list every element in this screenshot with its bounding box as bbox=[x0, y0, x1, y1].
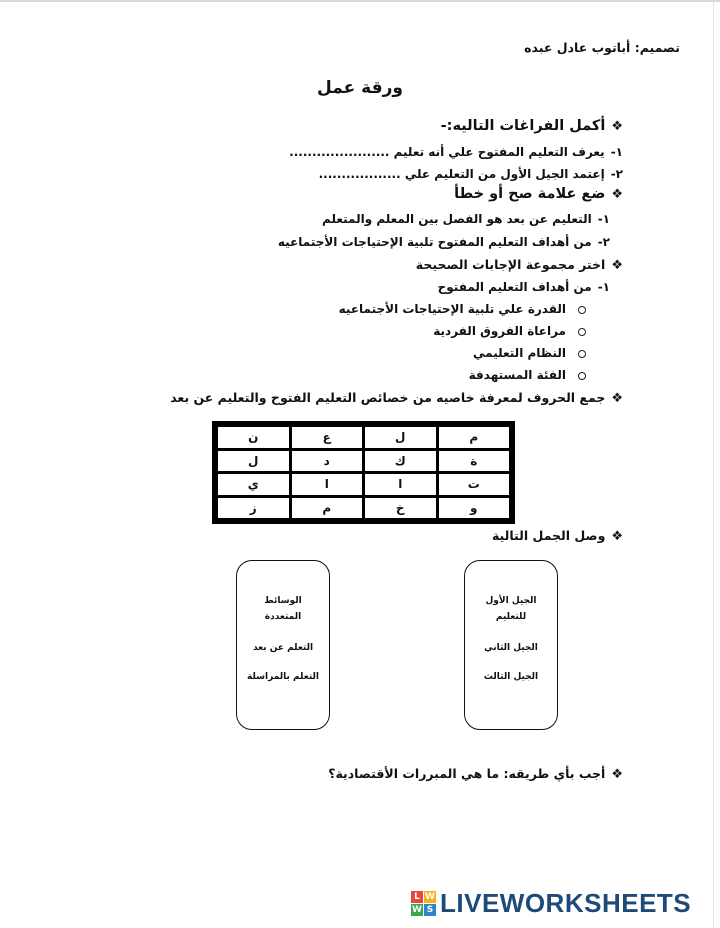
section1-item-1 bbox=[289, 145, 623, 159]
section3-question bbox=[438, 280, 610, 294]
logo-grid-cell: S bbox=[424, 904, 436, 916]
option-text: الفئة المستهدفة bbox=[468, 368, 566, 382]
letter-cell: ا bbox=[292, 474, 363, 495]
right-matching-box bbox=[464, 560, 558, 730]
logo-grid-icon bbox=[411, 891, 436, 916]
letter-cell: ن bbox=[218, 427, 289, 448]
item-number: ١- bbox=[610, 145, 623, 159]
section3-option-2[interactable] bbox=[433, 324, 586, 338]
question-text: من أهداف التعليم المفتوح bbox=[437, 280, 592, 294]
letters-grid bbox=[212, 421, 515, 524]
letter-cell: ك bbox=[365, 451, 436, 472]
section1-heading-text: أكمل الفراغات التاليه:- bbox=[440, 118, 606, 134]
item-number: ٢- bbox=[610, 167, 623, 181]
letter-cell: م bbox=[292, 498, 363, 519]
option-text: مراعاة الفروق الفردية bbox=[433, 324, 566, 338]
section2-item-1 bbox=[322, 212, 610, 226]
diamond-bullet-icon: ❖ bbox=[611, 119, 623, 134]
section5-heading-text: وصل الجمل التالية bbox=[491, 528, 606, 543]
logo-grid-cell: W bbox=[412, 904, 422, 915]
logo-text: LIVEWORKSHEETS bbox=[440, 887, 692, 918]
section1-item-2 bbox=[319, 167, 623, 181]
diamond-bullet-icon: ❖ bbox=[611, 391, 623, 406]
item-number: ١- bbox=[597, 280, 610, 294]
item-text: التعليم عن بعد هو الفصل بين المعلم والمتعلم bbox=[322, 212, 592, 226]
letter-cell: خ bbox=[365, 498, 436, 519]
section4-heading bbox=[170, 390, 623, 406]
section3-option-3[interactable] bbox=[473, 346, 586, 360]
diamond-bullet-icon: ❖ bbox=[611, 187, 623, 202]
section3-heading bbox=[416, 257, 623, 273]
section1-heading bbox=[441, 118, 623, 134]
item-text: إعتمد الجيل الأول من التعليم علي .................. bbox=[318, 167, 605, 181]
page-title: ورقة عمل bbox=[317, 78, 403, 98]
item-text: يعرف التعليم المفتوح علي أنه تعليم ...................... bbox=[289, 145, 605, 159]
section3-option-4[interactable] bbox=[469, 368, 586, 382]
letter-cell: ل bbox=[218, 451, 289, 472]
section5-heading bbox=[492, 528, 623, 544]
letter-cell: و bbox=[439, 498, 510, 519]
radio-circle-icon bbox=[578, 328, 586, 336]
match-item[interactable]: الوسائط bbox=[264, 596, 302, 606]
match-item[interactable]: التعلم بالمراسلة bbox=[247, 672, 319, 682]
match-item[interactable]: للتعليم bbox=[495, 612, 527, 622]
match-item[interactable]: المتعددة bbox=[264, 612, 302, 622]
section6-heading-text: أجب بأي طريقه: ما هي المبررات الأقتصادية؟ bbox=[328, 766, 606, 781]
item-number: ٢- bbox=[597, 235, 610, 249]
match-item[interactable]: الجيل الثاني bbox=[484, 643, 538, 653]
diamond-bullet-icon: ❖ bbox=[611, 767, 623, 782]
page-right-edge bbox=[713, 0, 714, 928]
section2-heading bbox=[454, 186, 623, 202]
radio-circle-icon bbox=[578, 350, 586, 358]
letter-cell: ع bbox=[292, 427, 363, 448]
author-line: تصميم: أباتوب عادل عبده bbox=[524, 40, 680, 55]
letter-cell: ل bbox=[365, 427, 436, 448]
option-text: القدرة علي تلبية الإحتياجات الأجتماعيه bbox=[338, 302, 566, 316]
section3-option-1[interactable] bbox=[339, 302, 586, 316]
left-matching-box bbox=[236, 560, 330, 730]
liveworksheets-logo bbox=[411, 888, 691, 918]
section2-item-2 bbox=[278, 235, 610, 249]
option-text: النظام التعليمي bbox=[473, 346, 566, 360]
radio-circle-icon bbox=[578, 372, 586, 380]
section2-heading-text: ضع علامة صح أو خطأ bbox=[454, 186, 606, 202]
letter-cell: ي bbox=[218, 474, 289, 495]
match-item[interactable]: الجيل الثالث bbox=[483, 672, 539, 682]
letter-cell: ا bbox=[365, 474, 436, 495]
letter-cell: د bbox=[292, 451, 363, 472]
letter-cell: ز bbox=[218, 498, 289, 519]
radio-circle-icon bbox=[578, 306, 586, 314]
section6-heading bbox=[328, 766, 623, 782]
item-text: من أهداف التعليم المفتوح تلبية الإحتياجات الأجتماعيه bbox=[277, 235, 592, 249]
page-top-edge bbox=[0, 0, 720, 2]
item-number: ١- bbox=[597, 212, 610, 226]
section3-heading-text: اختر مجموعة الإجابات الصحيحة bbox=[415, 257, 606, 272]
logo-grid-cell: W bbox=[425, 891, 435, 902]
letter-cell: ت bbox=[439, 474, 510, 495]
diamond-bullet-icon: ❖ bbox=[611, 529, 623, 544]
match-item[interactable]: الجيل الأول bbox=[485, 596, 537, 606]
letter-cell: ة bbox=[439, 451, 510, 472]
match-item[interactable]: التعلم عن بعد bbox=[252, 643, 314, 653]
section4-heading-text: جمع الحروف لمعرفة خاصيه من خصائص التعليم الفتوح والتعليم عن بعد bbox=[170, 390, 606, 405]
letter-cell: م bbox=[439, 427, 510, 448]
logo-grid-cell: L bbox=[411, 891, 423, 903]
diamond-bullet-icon: ❖ bbox=[611, 258, 623, 273]
